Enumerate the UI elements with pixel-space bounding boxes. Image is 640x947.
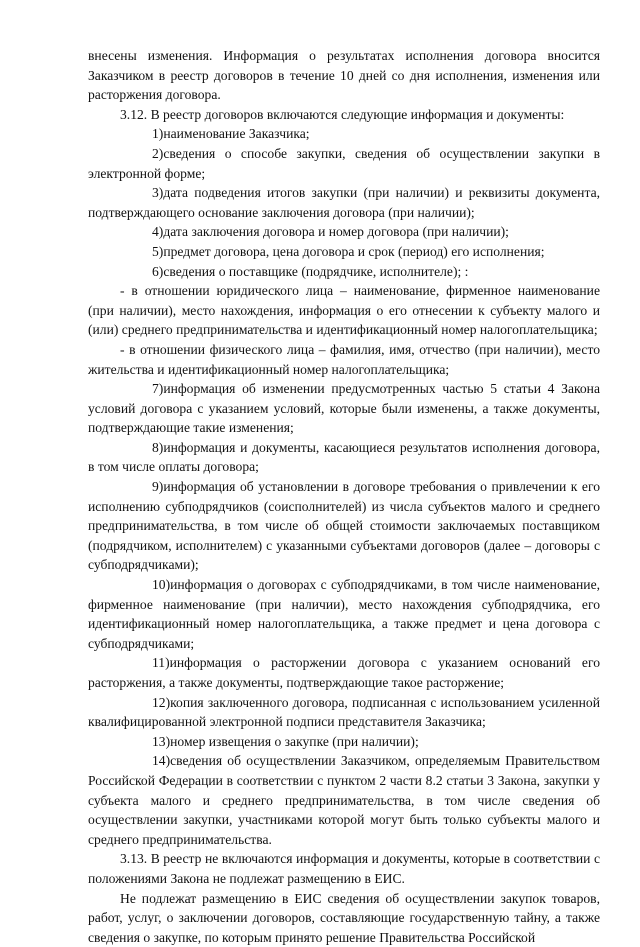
paragraph (88, 889, 600, 947)
paragraph (88, 693, 600, 732)
paragraph (88, 340, 600, 379)
paragraph-text: - в отношении юридического лица – наименование, фирменное наименование (при наличии), место нахождения, информация о его отнесении к субъекту малого и (или) среднего предпринимательства и идентификационный номер налогоплательщика; (88, 283, 600, 338)
paragraph-text: информация и документы, касающиеся результатов исполнения договора, в том числе оплаты договора; (88, 439, 600, 475)
paragraph (88, 124, 600, 144)
paragraph (88, 222, 600, 242)
paragraph (88, 262, 600, 282)
list-item-number: 14) (152, 753, 171, 769)
paragraph (88, 438, 600, 477)
list-item-number: 1) (152, 126, 164, 142)
paragraph-text: информация об установлении в договоре требования о привлечении к его исполнению субподрядчиков (соисполнителей) из числа субъектов малого и среднего предпринимательства, в том числе об общей стоимости заключаемых поставщиком (подрядчиком, исполнителем) с указанными субъектами договоров (далее – договоры с субподрядчиками); (88, 479, 600, 573)
paragraph-text: наименование Заказчика; (163, 126, 310, 142)
paragraph-text: копия заключенного договора, подписанная с использованием усиленной квалифицированной электронной подписи представителя Заказчика; (88, 694, 600, 730)
paragraph (88, 281, 600, 340)
paragraph-text: информация об изменении предусмотренных частью 5 статьи 4 Закона условий договора с указанием условий, которые были изменены, а также документы, подтверждающие такие изменения; (88, 381, 600, 436)
list-item-number: 11) (152, 655, 170, 671)
paragraph-text: предмет договора, цена договора и срок (период) его исполнения; (163, 243, 545, 259)
list-item-number: 2) (152, 145, 164, 161)
paragraph-text: сведения о способе закупки, сведения об осуществлении закупки в электронной форме; (88, 145, 600, 181)
paragraph (88, 849, 600, 888)
paragraph-text: сведения о поставщике (подрядчике, исполнителе); : (163, 263, 469, 279)
list-item-number: 12) (152, 694, 171, 710)
paragraph (88, 477, 600, 575)
list-item-number: 3) (152, 185, 164, 201)
paragraph (88, 379, 600, 438)
list-item-number: 4) (152, 224, 164, 240)
list-item-number: 5) (152, 243, 164, 259)
paragraph-text: информация о договорах с субподрядчиками, в том числе наименование, фирменное наименование (при наличии), место нахождения субподрядчика, его идентификационный номер налогоплательщика, а также предмет и цена договора с субподрядчиками; (88, 577, 600, 651)
list-item-number: 9) (152, 479, 164, 495)
paragraph-text: информация о расторжении договора с указанием оснований его расторжения, а также документы, подтверждающие такое расторжение; (88, 655, 600, 690)
paragraph (88, 242, 600, 262)
paragraph-text: - в отношении физического лица – фамилия, имя, отчество (при наличии), место жительства и идентификационный номер налогоплательщика; (88, 341, 600, 377)
list-item-number: 13) (152, 733, 171, 749)
paragraph-text: Не подлежат размещению в ЕИС сведения об осуществлении закупок товаров, работ, услуг, о заключении договоров, составляющие государственную тайну, а также сведения о закупке, по которым принято решение Правительства Российской (88, 890, 600, 945)
paragraph-text: дата заключения договора и номер договора (при наличии); (163, 224, 509, 240)
paragraph-text: дата подведения итогов закупки (при наличии) и реквизиты документа, подтверждающего основание заключения договора (при наличии); (88, 185, 600, 220)
paragraph (88, 144, 600, 183)
list-item-number: 8) (152, 439, 164, 455)
document-body (88, 46, 600, 947)
paragraph-text: номер извещения о закупке (при наличии); (170, 733, 419, 749)
paragraph (88, 105, 600, 125)
paragraph (88, 653, 600, 692)
list-item-number: 6) (152, 263, 164, 279)
paragraph (88, 732, 600, 752)
paragraph-text: 3.12. В реестр договоров включаются следующие информация и документы: (120, 106, 565, 122)
paragraph (88, 46, 600, 105)
paragraph (88, 183, 600, 222)
list-item-number: 7) (152, 381, 164, 397)
paragraph-text: 3.13. В реестр не включаются информация и документы, которые в соответствии с положениями Закона не подлежат размещению в ЕИС. (88, 851, 600, 886)
list-item-number: 10) (152, 577, 171, 593)
paragraph (88, 575, 600, 653)
paragraph-text: внесены изменения. Информация о результатах исполнения договора вносится Заказчиком в реестр договоров в течение 10 дней со дня исполнения, изменения или расторжения договора. (88, 48, 600, 103)
paragraph (88, 751, 600, 849)
paragraph-text: сведения об осуществлении Заказчиком, определяемым Правительством Российской Федерации в соответствии с пунктом 2 части 8.2 статьи 3 Закона, закупки у субъекта малого и среднего предпринимательства, в том числе сведения об осуществлении закупки, участниками которой могут быть только субъекты малого и среднего предпринимательства. (88, 753, 600, 847)
